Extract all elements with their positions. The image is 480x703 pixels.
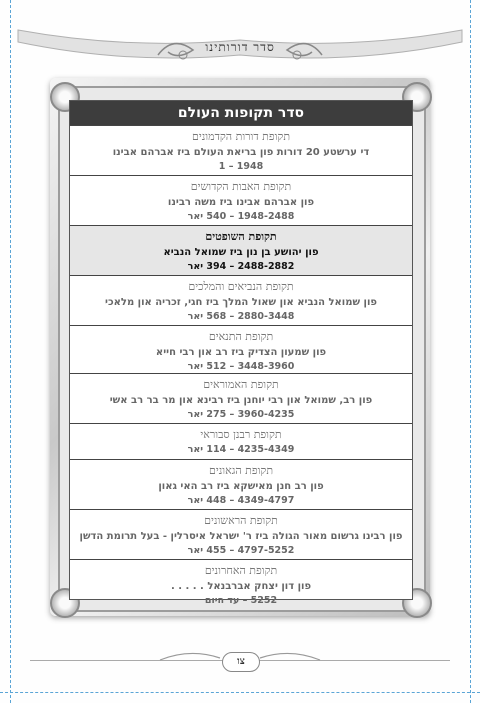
guide-line-bottom: [0, 692, 480, 693]
period-title: תקופת האחרונים: [204, 564, 278, 577]
period-years: 4235-4349 – 114 יאר: [187, 444, 295, 455]
period-years: 3448-3960 – 512 יאר: [187, 361, 295, 372]
period-years: 5252 – עד היום: [204, 595, 278, 606]
table-row: [70, 559, 412, 606]
table-row: [70, 423, 412, 459]
table-row: [70, 509, 412, 559]
period-description: פון רבינו גרשום מאור הגולה ביז ר' ישראל איסרלין - בעל תרומת הדשן: [79, 531, 403, 542]
period-years: 2880-3448 – 568 יאר: [187, 311, 295, 322]
period-years: 1948 – 1: [218, 161, 264, 172]
period-description: פון שמעון הצדיק ביז רב און רבי חייא: [155, 347, 327, 358]
period-title: תקופת הנביאים והמלכים: [188, 280, 294, 293]
period-years: 4797-5252 – 455 יאר: [187, 545, 295, 556]
table-title: סדר תקופות העולם: [70, 101, 412, 125]
period-description: פון יהושע בן נון ביז שמואל הנביא: [163, 247, 319, 258]
period-title: תקופת הגאונים: [208, 464, 274, 477]
period-title: תקופת האבות הקדושים: [190, 180, 292, 193]
table-row-highlighted: [70, 225, 412, 275]
period-title: תקופת האמוראים: [203, 378, 279, 391]
table-row: [70, 125, 412, 175]
table-row: [70, 275, 412, 325]
guide-line-right: [470, 0, 471, 703]
table-row: [70, 459, 412, 509]
period-years: 4349-4797 – 448 יאר: [187, 495, 295, 506]
period-description: פון רב חנן מאישקא ביז רב האי גאון: [158, 481, 324, 492]
table-row: [70, 373, 412, 423]
period-description: פון רב, שמואל און רבי יוחנן ביז רבינא און מר בר רב אשי: [109, 395, 373, 406]
page-number: צו: [222, 652, 260, 672]
period-description: די ערשטע 20 דורות פון בריאת העולם ביז אברהם אבינו: [112, 147, 370, 158]
guide-line-left: [10, 0, 11, 703]
period-title: תקופת התנאים: [208, 330, 274, 343]
running-header: סדר דורותינו: [205, 40, 275, 54]
period-description: פון אברהם אבינו ביז משה רבינו: [167, 197, 315, 208]
period-years: 2488-2882 – 394 יאר: [187, 261, 295, 272]
periods-table: [69, 100, 413, 606]
table-row: [70, 325, 412, 373]
period-years: 1948-2488 – 540 יאר: [187, 211, 295, 222]
table-row: [70, 175, 412, 225]
period-description: פון שמואל הנביא און שאול המלך ביז חגי, זכריה און מלאכי: [105, 297, 377, 308]
period-title: תקופת דורות הקדמונים: [191, 130, 291, 143]
period-title: תקופת הראשונים: [204, 514, 278, 527]
period-title: תקופת השופטים: [205, 230, 277, 243]
period-title: תקופת רבנן סבוראי: [200, 428, 282, 441]
period-years: 3960-4235 – 275 יאר: [187, 409, 295, 420]
period-description: פון דון יצחק אברבנאל . . . . .: [170, 581, 312, 592]
